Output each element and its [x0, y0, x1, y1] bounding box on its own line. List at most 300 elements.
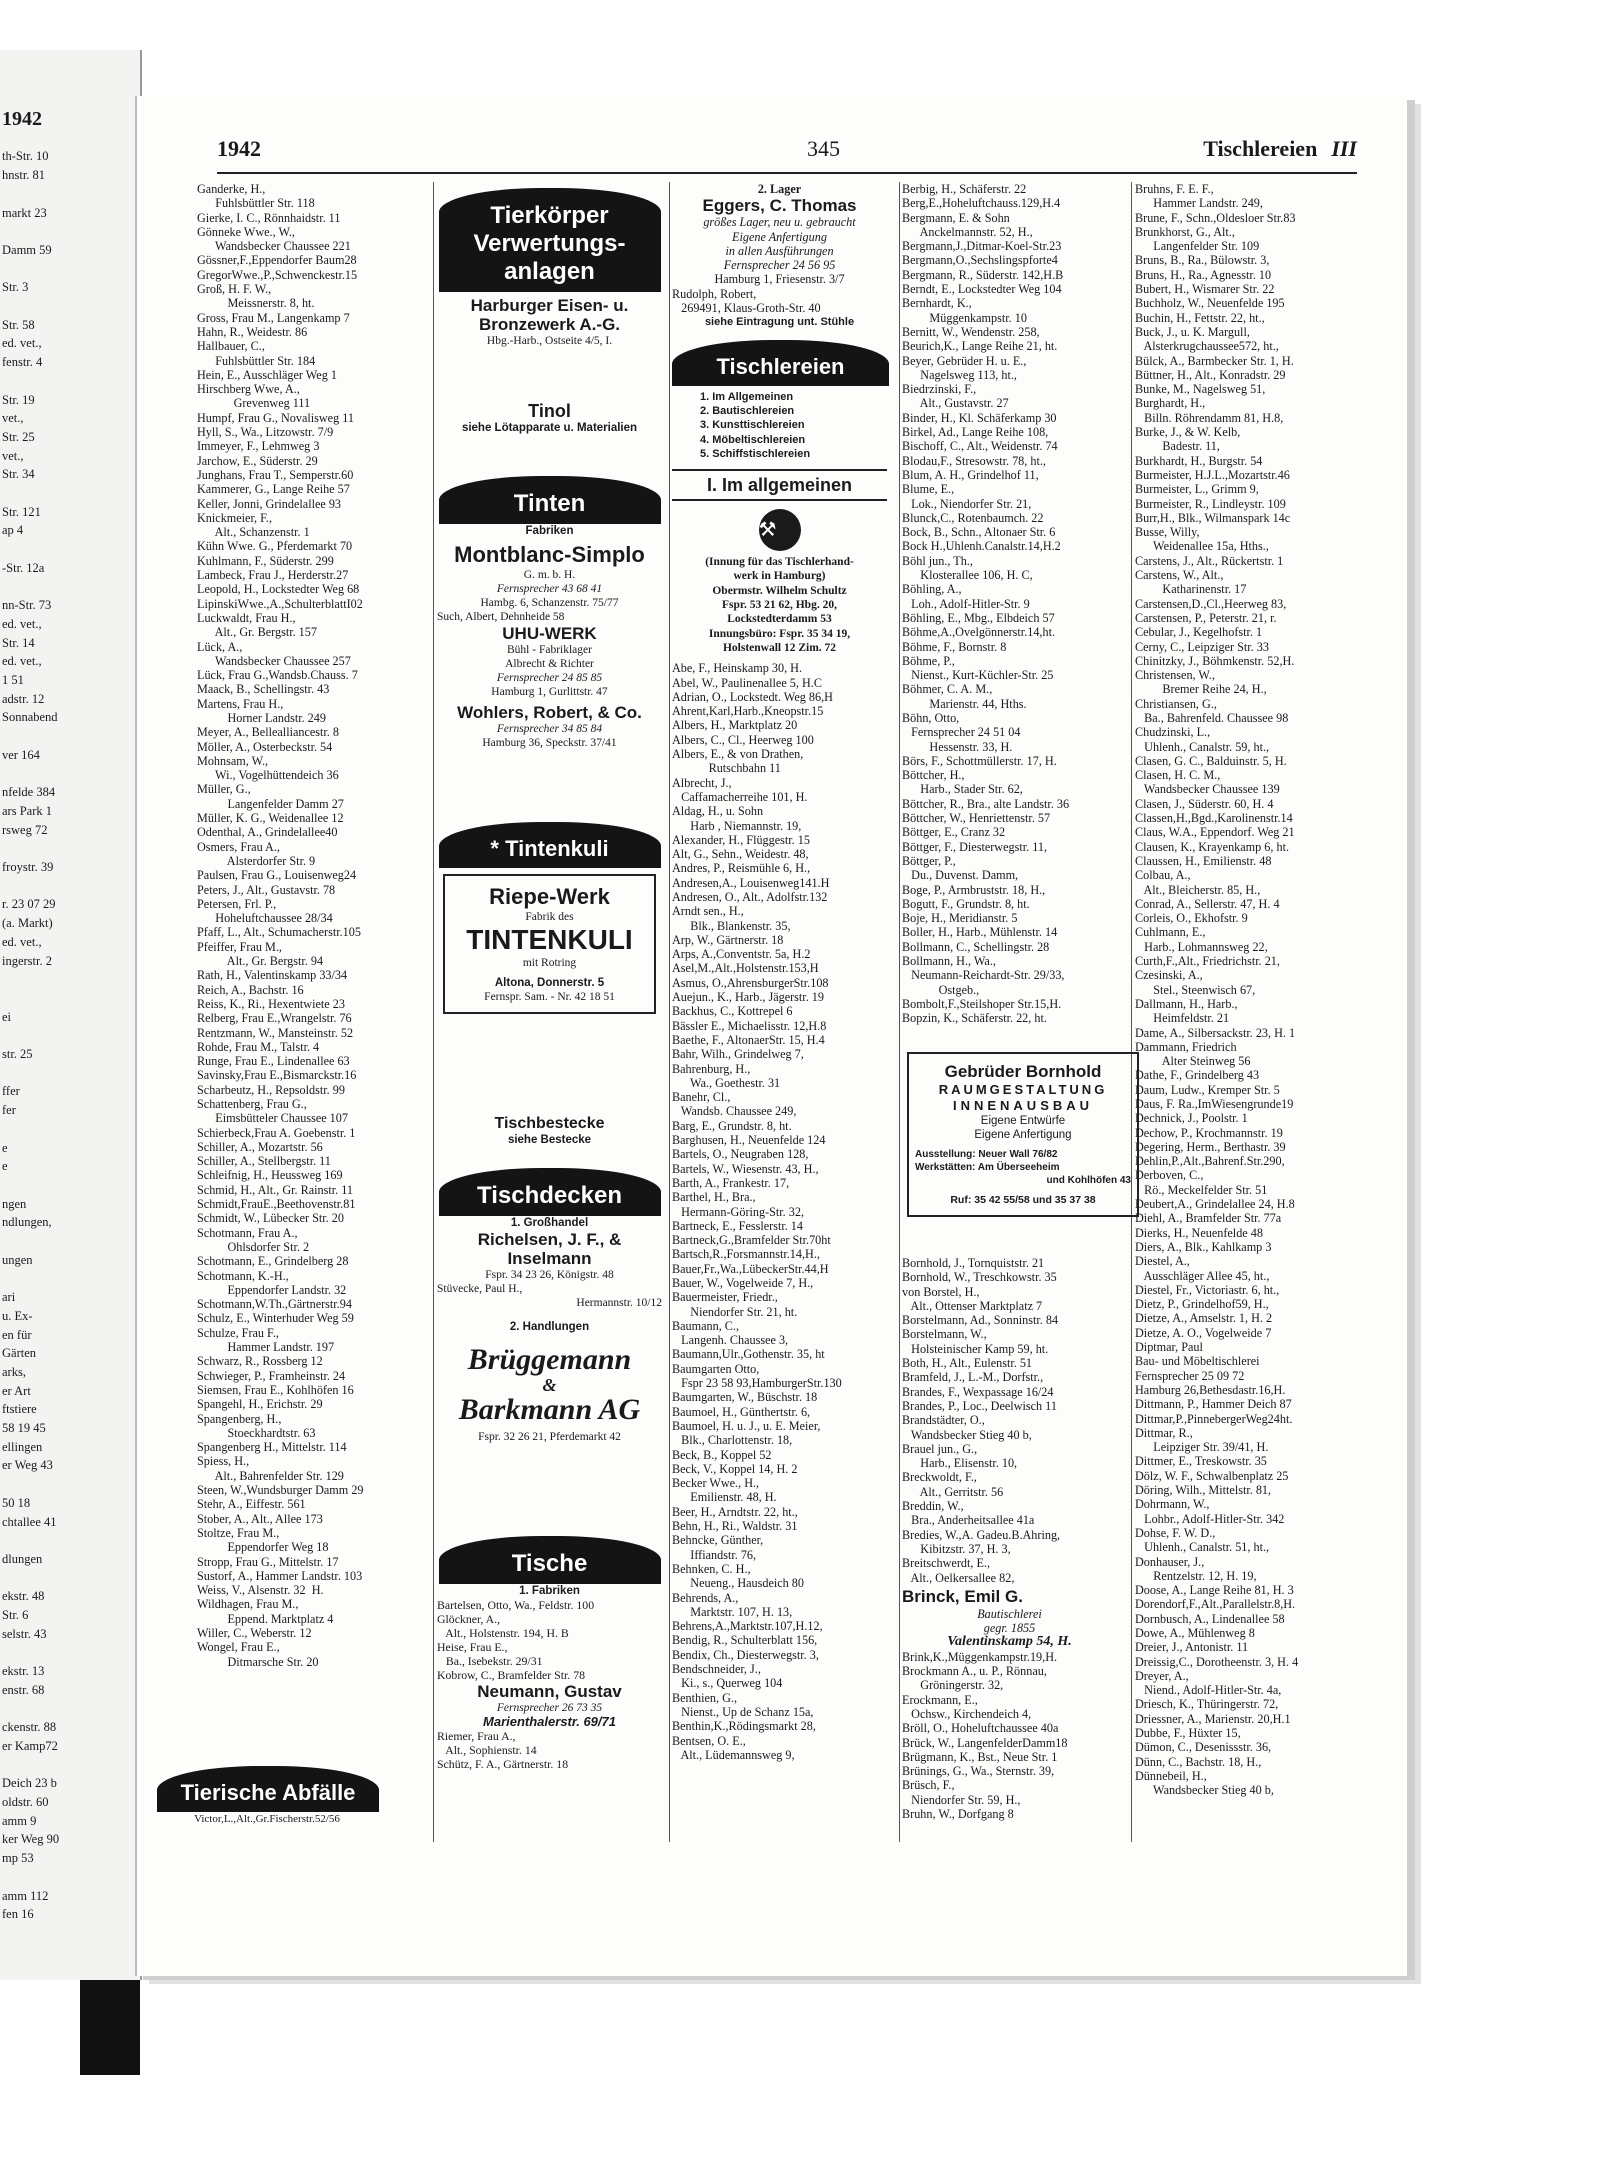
list-item: Bartneck,G.,Bramfelder Str.70ht	[672, 1233, 831, 1248]
list-item: Aldag, H., u. Sohn	[672, 804, 764, 819]
list-item: Runge, Frau E., Lindenallee 63	[197, 1054, 350, 1069]
list-item: Weiss, V., Alsenstr. 32 H.	[197, 1583, 324, 1598]
list-item: Brandes, F., Wexpassage 16/24	[902, 1384, 1054, 1399]
list-item: Christiansen, G.,	[1135, 696, 1217, 711]
list-item: Blk., Blankenstr. 35,	[672, 918, 791, 933]
list-item: Beyer, Gebrüder H. u. E.,	[902, 353, 1027, 368]
list-item: Alt., Sophienstr. 14	[437, 1743, 537, 1757]
list-item: Bollmann, C., Schellingstr. 28	[902, 939, 1050, 954]
entry-list	[437, 1729, 662, 1771]
list-item: GregorWwe.,P.,Schwenckestr.15	[197, 267, 358, 282]
list-item: Lück, A.,	[197, 639, 243, 654]
list-item: Bergmann, R., Süderstr. 142,H.B	[902, 267, 1064, 282]
list-item: Grevenweg 111	[197, 396, 311, 411]
list-item: Fuhlsbüttler Str. 118	[197, 196, 315, 211]
list-item: Buck, J., u. K. Margull,	[1135, 324, 1250, 339]
list-item: Burke, J., & W. Kelb,	[1135, 425, 1241, 440]
ad-phone: Fspr. 32 26 21, Pferdemarkt 42	[478, 1431, 621, 1443]
list-item: Baumoel, H. u. J., u. E. Meier,	[672, 1418, 821, 1433]
list-item: Bergmann,J.,Ditmar-Koel-Str.23	[902, 239, 1062, 254]
list-item: Behrens,A.,Marktstr.107,H.12,	[672, 1619, 823, 1634]
list-item: Banehr, Cl.,	[672, 1090, 731, 1105]
list-item: Marienstr. 44, Hths.	[902, 696, 1027, 711]
left-page-line: amm 9	[2, 1813, 37, 1828]
list-item: Adrian, O., Lockstedt. Weg 86,H	[672, 689, 833, 704]
list-item: Hahn, R., Weidestr. 86	[197, 324, 308, 339]
left-page-line: arks,	[2, 1364, 26, 1379]
ad-line: Eigene Entwürfe	[980, 1115, 1066, 1127]
logo-amp: &	[542, 1375, 557, 1395]
column-divider	[899, 182, 900, 1842]
list-item: Riemer, Frau A.,	[437, 1729, 516, 1743]
list-item: Wandsbecker Chaussee 139	[1135, 782, 1280, 797]
list-item: Ba., Isebekstr. 29/31	[437, 1654, 543, 1668]
logo-barkmann: Barkmann AG	[458, 1393, 641, 1426]
list-item: Immeyer, F., Lehmweg 3	[197, 439, 320, 454]
list-item: Blum, A. H., Grindelhof 11,	[902, 467, 1039, 482]
left-page-line: ed. vet.,	[2, 336, 42, 351]
left-page-line: rsweg 72	[2, 822, 48, 837]
list-item: Diers, A., Blk., Kahlkamp 3	[1135, 1239, 1272, 1254]
list-item: Auejun., K., Harb., Jägerstr. 19	[672, 990, 824, 1005]
list-item: Holsteinischer Kamp 59, ht.	[902, 1341, 1049, 1356]
list-item: Emilienstr. 48, H.	[672, 1490, 777, 1505]
left-page-line: ed. vet.,	[2, 934, 42, 949]
list-item: Barth, A., Frankestr. 17,	[672, 1175, 790, 1190]
list-item: Bredies, W.,A. Gadeu.B.Ahring,	[902, 1527, 1061, 1542]
list-item: Rohde, Frau M., Talstr. 4	[197, 1039, 320, 1054]
guild-emblem-icon: ⚒	[759, 509, 801, 551]
ad-phone: Fernsprecher 24 85 85	[496, 672, 603, 684]
left-page-line: Gärten	[2, 1346, 37, 1361]
list-item: Dechow, P., Krochmannstr. 19	[1135, 1125, 1283, 1140]
ad-product: TINTENKULI	[466, 924, 633, 955]
list-item: Abe, F., Heinskamp 30, H.	[672, 661, 803, 676]
list-item: Degering, Herm., Berthastr. 39	[1135, 1139, 1286, 1154]
list-item: Alt., Gustavstr. 27	[902, 396, 1009, 411]
list-item: Bentsen, O. E.,	[672, 1733, 746, 1748]
list-item: Dittmar,P.,PinnebergerWeg24ht.	[1135, 1411, 1293, 1426]
list-item: Bopzin, K., Schäferstr. 22, ht.	[902, 1011, 1047, 1026]
left-page-line: ndlungen,	[2, 1215, 52, 1230]
list-item: Biedrzinski, F.,	[902, 382, 977, 397]
ad-company: Montblanc-Simplo	[454, 542, 645, 567]
ad-line: Eigene Anfertigung	[732, 229, 827, 244]
list-item: Albers, H., Marktplatz 20	[672, 718, 798, 733]
list-item: Bornhold, J., Tornquiststr. 21	[902, 1256, 1045, 1270]
ad-company: Richelsen, J. F., & Inselmann	[477, 1230, 622, 1268]
left-page-line: str. 25	[2, 1047, 33, 1061]
subcategory-list	[672, 390, 887, 461]
list-item: Böttcher, W., Henriettenstr. 57	[902, 811, 1051, 826]
list-item: Sustorf, A., Hammer Landstr. 103	[197, 1568, 363, 1583]
list-item: Andresen,A., Louisenweg141.H	[672, 875, 830, 890]
list-item: Wi., Vogelhüttendeich 36	[197, 768, 339, 783]
list-item: Dietz, P., Grindelhof59, H.,	[1135, 1297, 1269, 1312]
list-item: Schattenberg, Frau G.,	[197, 1097, 307, 1111]
list-item: Bock, B., Schn., Altonaer Str. 6	[902, 525, 1056, 540]
list-item: Derboven, C.,	[1135, 1168, 1204, 1183]
ad-form: G. m. b. H.	[523, 569, 576, 581]
list-item: Harb , Niemannstr. 19,	[672, 818, 802, 833]
list-item: Neumann-Reichardt-Str. 29/33,	[902, 968, 1065, 983]
category-note: siehe Lötapparate u. Materialien	[461, 422, 638, 434]
list-item: Baumoel, H., Günthertstr. 6,	[672, 1404, 811, 1419]
list-item: Bartelsen, Otto, Wa., Feldstr. 100	[437, 1598, 595, 1612]
left-page-line: er Kamp72	[2, 1738, 58, 1753]
list-item: Schiller, A., Stellbergstr. 11	[197, 1154, 331, 1169]
list-item: Bremer Reihe 24, H.,	[1135, 682, 1267, 697]
list-item: Jarchow, E., Süderstr. 29	[197, 453, 318, 468]
ad-tintenkuli	[437, 822, 662, 1014]
left-page-line: chtallee 41	[2, 1514, 57, 1529]
left-page-line: Str. 121	[2, 504, 41, 519]
list-item: Humpf, Frau G., Novalisweg 11	[197, 410, 354, 425]
list-item: Doose, A., Lange Reihe 81, H. 3	[1135, 1583, 1294, 1598]
list-item: Fernsprecher 24 51 04	[902, 725, 1021, 740]
list-item: Dümon, C., Desenissstr. 36,	[1135, 1740, 1272, 1755]
list-item: Glöckner, A.,	[437, 1612, 501, 1626]
page-header	[217, 136, 1357, 166]
ad-address: Valentinskamp 54, H.	[947, 1634, 1072, 1650]
list-item: Buchholz, W., Neuenfelde 195	[1135, 296, 1285, 311]
category-banner: Tische	[439, 1536, 661, 1584]
category-heading: Tinol	[528, 401, 571, 421]
entry-list	[902, 1650, 1117, 1822]
list-item: Du., Duvenst. Damm,	[902, 868, 1019, 883]
ad-tische	[437, 1536, 662, 1771]
list-item: Fspr 23 58 93,HamburgerStr.130	[672, 1376, 842, 1391]
left-page-line: er Art	[2, 1383, 31, 1398]
list-item: Bülck, A., Barmbecker Str. 1, H.	[1135, 353, 1294, 368]
list-item: Cuhlmann, E.,	[1135, 925, 1206, 940]
list-item: Bartsch,R.,Forsmannstr.14,H.,	[672, 1247, 820, 1262]
list-item: Bollmann, H., Wa.,	[902, 954, 996, 969]
list-item: Behrends, A.,	[672, 1590, 739, 1605]
list-item: 1. Im Allgemeinen	[700, 390, 794, 403]
list-item: Blume, E.,	[902, 482, 955, 497]
list-item: Ohlsdorfer Str. 2	[197, 1239, 310, 1254]
ad-line: in allen Ausführungen	[725, 243, 834, 258]
list-item: Curth,F.,Alt., Friedrichstr. 21,	[1135, 954, 1280, 969]
ad-address: Marienthalerstr. 69/71	[483, 1714, 616, 1729]
list-item: Behnken, C. H.,	[672, 1561, 751, 1576]
list-item: Corleis, O., Ekhofstr. 9	[1135, 911, 1248, 926]
list-item: Breddin, W.,	[902, 1499, 964, 1514]
left-page-line: 50 18	[2, 1495, 31, 1510]
list-item: Reich, A., Bachstr. 16	[197, 982, 304, 997]
list-item: Dallmann, H., Harb.,	[1135, 996, 1238, 1011]
ad-tischbestecke	[437, 1114, 662, 1147]
left-page-line: adstr. 12	[2, 691, 45, 706]
ad-company: Neumann, Gustav	[477, 1682, 622, 1701]
list-item: Stoeckhardtstr. 63	[197, 1425, 316, 1440]
list-item: Willer, C., Weberstr. 12	[197, 1625, 312, 1640]
list-item: Bendig, R., Schulterblatt 156,	[672, 1633, 818, 1648]
entry-list	[902, 182, 1117, 1026]
list-item: Böhmer, C. A. M.,	[902, 682, 993, 697]
list-item: Alsterkrugchaussee572, ht.,	[1135, 339, 1279, 354]
list-item: Böhling, A.,	[902, 582, 962, 597]
left-page-line: vet.,	[2, 411, 24, 426]
list-item: Driessner, A., Marienstr. 20,H.1	[1135, 1711, 1291, 1726]
ad-line: gegr. 1855	[983, 1621, 1036, 1636]
list-item: Eppendorfer Weg 18	[197, 1540, 329, 1555]
list-item: Dubbe, F., Hüxter 15,	[1135, 1726, 1241, 1741]
list-item: Schmidt,FrauE.,Beethovenstr.81	[197, 1197, 356, 1212]
list-item: Leipziger Str. 39/41, H.	[1135, 1440, 1269, 1455]
list-item: Savinsky,Frau E.,Bismarckstr.16	[197, 1068, 357, 1083]
list-item: Bra., Anderheitsallee 41a	[902, 1513, 1035, 1528]
list-item: Clasen, J., Süderstr. 60, H. 4	[1135, 796, 1274, 811]
list-item: Dietze, A. O., Vogelweide 7	[1135, 1325, 1272, 1340]
left-page-line: froystr. 39	[2, 860, 54, 874]
list-item: Langenfelder Damm 27	[197, 796, 344, 811]
list-item: Anckelmannstr. 52, H.,	[902, 224, 1033, 239]
list-item: Junghans, Frau T., Semperstr.60	[197, 467, 354, 482]
list-item: Blk., Charlottenstr. 18,	[672, 1433, 793, 1448]
entry-list	[902, 1256, 1117, 1585]
list-item: Carstens, W., Alt.,	[1135, 568, 1224, 583]
list-item: Erockmann, E.,	[902, 1692, 978, 1707]
left-page-line: ap 4	[2, 523, 24, 538]
header-title: Tischlereien III	[1203, 136, 1357, 161]
list-item: Chinitzky, J., Böhmkenstr. 52,H.	[1135, 653, 1295, 668]
list-item: Dammann, Friedrich	[1135, 1039, 1237, 1054]
ad-address: Hamburg 1, Gurlittstr. 47	[491, 686, 608, 698]
ad-phone: Fernspr. Sam. - Nr. 42 18 51	[484, 991, 615, 1003]
left-page-line: 1942	[2, 108, 42, 130]
ad-line: RAUMGESTALTUNG	[938, 1082, 1108, 1097]
header-rule	[217, 172, 1357, 174]
list-item: Beck, V., Koppel 14, H. 2	[672, 1461, 798, 1476]
listing-column-3	[672, 182, 887, 1762]
list-item: Alt., Schanzenstr. 1	[197, 525, 310, 540]
list-item: Brügmann, K., Bst., Neue Str. 1	[902, 1749, 1058, 1764]
list-item: Böhme, F., Bornstr. 8	[902, 639, 1007, 654]
list-item: Klosterallee 106, H. C,	[902, 568, 1033, 583]
list-item: Chudzinski, L.,	[1135, 725, 1211, 740]
list-item: Brockmann A., u. P., Rönnau,	[902, 1664, 1047, 1679]
list-item: Wandsbecker Stieg 40 b,	[902, 1427, 1032, 1442]
left-page-line: ei	[2, 1009, 12, 1024]
list-item: Rutschbahn 11	[672, 761, 781, 776]
list-item: Burkhardt, H., Burgstr. 54	[1135, 453, 1263, 468]
left-page-line: ftstiere	[2, 1402, 37, 1417]
list-item: Dittmann, P., Hammer Deich 87	[1135, 1397, 1292, 1412]
list-item: Bartels, W., Wiesenstr. 43, H.,	[672, 1161, 819, 1176]
list-item: 4. Möbeltischlereien	[700, 433, 806, 446]
list-item: Dehlin,P.,Alt.,Bahrenf.Str.290,	[1135, 1154, 1285, 1169]
list-item: Gönneke Wwe., W.,	[197, 224, 295, 239]
list-item: Uhlenh., Canalstr. 59, ht.,	[1135, 739, 1270, 754]
list-item: Böttger, E., Cranz 32	[902, 825, 1006, 840]
ad-phone: Fernsprecher 43 68 41	[496, 583, 603, 595]
ad-line: Eigene Anfertigung	[974, 1129, 1072, 1141]
column-divider	[669, 182, 670, 1842]
left-page-line: Damm 59	[2, 242, 52, 257]
list-item: Bröll, O., Hoheluftchaussee 40a	[902, 1721, 1059, 1736]
left-page-line: ars Park 1	[2, 803, 52, 818]
list-item: Schwieger, P., Framheinstr. 24	[197, 1368, 346, 1383]
list-item: Luckwaldt, Frau H.,	[197, 610, 296, 625]
list-item: Dittmar, R.,	[1135, 1425, 1193, 1440]
guild-info	[672, 555, 887, 655]
list-item: Heimfeldstr. 21	[1135, 1011, 1230, 1026]
list-item: Nagelsweg 113, ht.,	[902, 367, 1017, 382]
left-page-line: oldstr. 60	[2, 1795, 49, 1809]
list-item: Reiss, K., Ri., Hexentwiete 23	[197, 996, 345, 1011]
list-item: Baumgarten Otto,	[672, 1361, 760, 1376]
left-page-line: ckenstr. 88	[2, 1720, 57, 1735]
list-item: Uhlenh., Canalstr. 51, ht.,	[1135, 1540, 1270, 1555]
left-page-fragment	[0, 50, 142, 1980]
list-item: Brandes, P., Loc., Deelwisch 11	[902, 1398, 1057, 1413]
left-page-line: Str. 3	[2, 280, 29, 295]
list-item: Daum, Ludw., Kremper Str. 5	[1135, 1082, 1280, 1097]
entry: 269491, Klaus-Groth-Str. 40	[672, 301, 821, 316]
list-item: Böhn, Otto,	[902, 710, 960, 725]
list-item: Böttcher, H.,	[902, 768, 965, 783]
ad-tinol	[437, 402, 662, 435]
list-item: Bramfeld, J., L.-M., Dorfstr.,	[902, 1370, 1044, 1385]
ad-company: Gebrüder Bornhold	[944, 1062, 1102, 1081]
list-item: Dreier, J., Antonistr. 11	[1135, 1640, 1249, 1655]
left-page-line: ari	[2, 1290, 16, 1305]
list-item: Classen,H.,Bgd.,Karolinenstr.14	[1135, 811, 1293, 826]
left-page-line: ed. vet.,	[2, 616, 42, 631]
list-item: Brink,K.,Müggenkampstr.19,H.	[902, 1649, 1058, 1664]
list-item: Rö., Meckelfelder Str. 51	[1135, 1182, 1268, 1197]
left-page-line: Deich 23 b	[2, 1776, 57, 1791]
list-item: Kammerer, G., Lange Reihe 57	[197, 482, 350, 497]
list-item: Dathe, F., Grindelberg 43	[1135, 1068, 1260, 1083]
list-item: Barthel, H., Bra.,	[672, 1190, 756, 1205]
list-item: Bock H.,Uhlenh.Canalstr.14,H.2	[902, 539, 1061, 554]
list-item: Driesch, K., Thüringerstr. 72,	[1135, 1697, 1279, 1712]
left-page-line: Str. 14	[2, 635, 35, 650]
category-sub: Fabriken	[525, 525, 574, 537]
list-item: Bubert, H., Wismarer Str. 22	[1135, 282, 1275, 297]
list-item: Schierbeck,Frau A. Goebenstr. 1	[197, 1125, 356, 1140]
list-item: Alt., Gerritstr. 56	[902, 1484, 1004, 1499]
list-item: Becker Wwe., H.,	[672, 1476, 760, 1491]
list-item: Ahrent,Karl,Harb.,Kneopstr.15	[672, 704, 824, 719]
left-page-line: ker Weg 90	[2, 1832, 60, 1847]
left-page-line: th-Str. 10	[2, 149, 49, 164]
list-item: Boller, H., Harb., Mühlenstr. 14	[902, 925, 1058, 940]
list-item: Bahr, Wilh., Grindelweg 7,	[672, 1047, 804, 1062]
ad-company: Eggers, C. Thomas	[702, 196, 857, 216]
list-item: Spiess, H.,	[197, 1454, 250, 1469]
list-item: Steen, W.,Wundsburger Damm 29	[197, 1483, 364, 1498]
list-item: Alt., Gr. Bergstr. 94	[197, 954, 324, 969]
list-item: Burr,H., Blk., Wilmanspark 14c	[1135, 510, 1291, 525]
list-item: Clasen, H. C. M.,	[1135, 768, 1221, 783]
list-item: Ostgeb.,	[902, 982, 980, 997]
list-item: Cerny, C., Leipziger Str. 33	[1135, 639, 1269, 654]
list-item: Kibitzstr. 37, H. 3,	[902, 1541, 1011, 1556]
ad-address: Hamburg 1, Friesenstr. 3/7	[714, 272, 845, 287]
logo-brueggemann: Brüggemann	[467, 1343, 632, 1376]
list-item: Colbau, A.,	[1135, 868, 1191, 883]
list-item: Börs, F., Schottmüllerstr. 17, H.	[902, 753, 1057, 768]
list-item: Spangenberg H., Mittelstr. 114	[197, 1440, 347, 1455]
list-item: Alt., Holstenstr. 194, H. B	[437, 1626, 569, 1640]
entry: Stüvecke, Paul H.,	[437, 1283, 523, 1295]
left-page-line: u. Ex-	[2, 1308, 33, 1323]
left-page-line: nfelde 384	[2, 785, 56, 800]
list-item: Blunck,C., Rotenbaumch. 22	[902, 510, 1044, 525]
list-item: Bartels, O., Neugraben 128,	[672, 1147, 809, 1162]
list-item: Arps, A.,Conventstr. 5a, H.2	[672, 947, 811, 962]
list-item: Stober, A., Alt., Allee 173	[197, 1511, 323, 1526]
listing-column-1	[197, 182, 412, 1669]
list-item: Gössner,F.,Eppendorfer Baum28	[197, 253, 357, 268]
entry-note: siehe Eintragung unt. Stühle	[704, 316, 855, 329]
left-page-line: fenstr. 4	[2, 355, 43, 370]
list-item: Neueng., Hausdeich 80	[672, 1576, 804, 1591]
list-item: Alt., Gr. Bergstr. 157	[197, 625, 317, 640]
list-item: Bauermeister, Friedr.,	[672, 1290, 778, 1305]
list-item: Carstensen, P., Peterstr. 21, r.	[1135, 610, 1277, 625]
list-item: Schulze, Frau F.,	[197, 1325, 279, 1340]
list-item: Bogutt, F., Grundstr. 8, ht.	[902, 896, 1030, 911]
list-item: Wandsbecker Chaussee 221	[197, 239, 351, 254]
list-item: Billn. Röhrendamm 81, H.8,	[1135, 410, 1284, 425]
list-item: Bauer,Fr.,Wa.,LübeckerStr.44,H	[672, 1261, 829, 1276]
list-item: Harb., Lohmannsweg 22,	[1135, 939, 1268, 954]
left-page-line: hnstr. 81	[2, 168, 46, 183]
left-page-line: (a. Markt)	[2, 916, 53, 931]
list-item: Langenfelder Str. 109	[1135, 239, 1260, 254]
list-item: Martens, Frau H.,	[197, 696, 284, 711]
list-item: Wandsb. Chaussee 249,	[672, 1104, 797, 1119]
list-item: Dittmer, E., Treskowstr. 35	[1135, 1454, 1267, 1469]
list-item: Dohse, F. W. D.,	[1135, 1525, 1216, 1540]
ad-brand: UHU-WERK	[502, 624, 597, 643]
list-item: Fuhlsbüttler Str. 184	[197, 353, 316, 368]
list-item: Möller, A., Osterbeckstr. 54	[197, 739, 333, 754]
list-item: Schiller, A., Mozartstr. 56	[197, 1139, 323, 1154]
list-item: Kuhlmann, F., Süderstr. 299	[197, 553, 334, 568]
list-item: Hamburg 26,Bethesdastr.16,H.	[1135, 1382, 1286, 1397]
list-item: Harb., Stader Str. 62,	[902, 782, 1023, 797]
list-item: Böhling, E., Mbg., Elbdeich 57	[902, 610, 1055, 625]
left-page-line: ellingen	[2, 1439, 43, 1454]
entry-address: Hermannstr. 10/12	[576, 1297, 662, 1309]
left-page-line: fen 16	[2, 1907, 34, 1922]
list-item: Conrad, A., Sellerstr. 47, H. 4	[1135, 896, 1280, 911]
list-item: Dorendorf,F.,Alt.,Parallelstr.8,H.	[1135, 1597, 1296, 1612]
list-item: Baumgarten, W., Büschstr. 18	[672, 1390, 818, 1405]
list-item: Spangehl, H., Erichstr. 29	[197, 1397, 323, 1412]
list-item: Albers, E., & von Drathen,	[672, 747, 804, 762]
left-page-line: ekstr. 13	[2, 1664, 45, 1679]
list-item: Alt., Lüdemannsweg 9,	[672, 1747, 795, 1762]
left-page-line: en für	[2, 1327, 32, 1342]
list-item: Schmidt, W., Lübecker Str. 20	[197, 1211, 344, 1226]
ad-company: Harburger Eisen- u. Bronzewerk A.-G.	[470, 296, 629, 334]
list-item: Lück, Frau G.,Wandsb.Chauss. 7	[197, 668, 358, 683]
list-item: Pfaff, L., Alt., Schumacherstr.105	[197, 925, 361, 940]
list-item: Barg, E., Grundstr. 8, ht.	[672, 1118, 792, 1133]
list-item: Bergmann,O.,Sechslingspforte4	[902, 253, 1058, 268]
list-item: Burmeister, L., Grimm 9,	[1135, 482, 1259, 497]
section-heading: I. Im allgemeinen	[672, 469, 887, 501]
ad-phone: Ruf: 35 42 55/58 und 35 37 38	[950, 1194, 1096, 1206]
list-item: Bunke, M., Nagelsweg 51,	[1135, 382, 1266, 397]
